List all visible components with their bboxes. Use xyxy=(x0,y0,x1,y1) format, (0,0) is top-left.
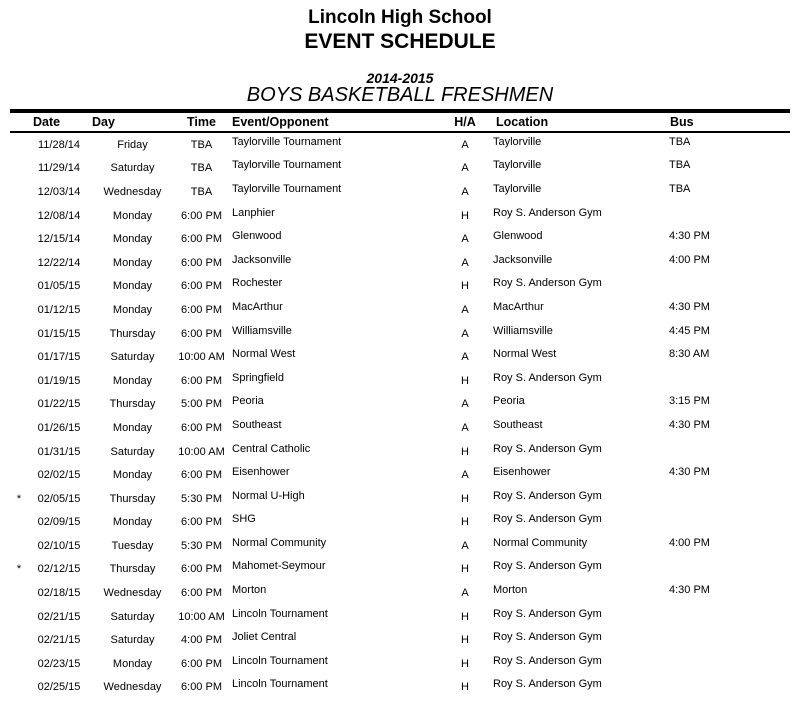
cell-day: Friday xyxy=(117,138,148,151)
table-row xyxy=(10,251,790,275)
cell-date: 01/19/15 xyxy=(37,374,81,387)
table-row xyxy=(10,298,790,322)
cell-ha: A xyxy=(461,398,469,411)
cell-location: Taylorville xyxy=(493,135,542,148)
cell-location: Roy S. Anderson Gym xyxy=(493,513,602,526)
table-row xyxy=(10,345,790,369)
column-header-event: Event/Opponent xyxy=(232,115,329,129)
cell-ha: A xyxy=(461,256,469,269)
cell-event: Central Catholic xyxy=(232,442,311,455)
cell-location: Roy S. Anderson Gym xyxy=(493,560,602,573)
cell-ha: H xyxy=(461,280,469,293)
cell-location: Taylorville xyxy=(493,159,542,172)
table-row xyxy=(10,180,790,204)
cell-time: 10:00 AM xyxy=(178,351,225,364)
cell-event: Lincoln Tournament xyxy=(232,654,328,667)
cell-ha: A xyxy=(461,587,469,600)
cell-location: Roy S. Anderson Gym xyxy=(493,277,602,290)
cell-day: Monday xyxy=(112,303,153,316)
table-row xyxy=(10,605,790,629)
cell-date: 02/09/15 xyxy=(37,516,81,529)
cell-time: 6:00 PM xyxy=(181,563,222,576)
cell-time: 6:00 PM xyxy=(181,421,222,434)
cell-event: Normal U-High xyxy=(232,489,305,502)
cell-date: 12/22/14 xyxy=(37,256,81,269)
cell-time: TBA xyxy=(190,185,213,198)
cell-location: MacArthur xyxy=(493,300,544,313)
cell-ha: H xyxy=(461,563,469,576)
cell-ha: H xyxy=(461,209,469,222)
cell-day: Saturday xyxy=(110,445,155,458)
cell-day: Thursday xyxy=(109,563,156,576)
table-row xyxy=(10,369,790,393)
cell-time: 6:00 PM xyxy=(181,681,222,694)
table-row xyxy=(10,393,790,417)
cell-ha: H xyxy=(461,492,469,505)
cell-event: Southeast xyxy=(232,418,282,431)
cell-location: Roy S. Anderson Gym xyxy=(493,654,602,667)
cell-day: Tuesday xyxy=(111,539,154,552)
table-row xyxy=(10,558,790,582)
cell-time: 5:00 PM xyxy=(181,398,222,411)
cell-location: Eisenhower xyxy=(493,466,551,479)
school-name: Lincoln High School xyxy=(308,7,492,28)
cell-location: Jacksonville xyxy=(493,253,553,266)
cell-ha: A xyxy=(461,303,469,316)
cell-day: Monday xyxy=(112,280,153,293)
cell-day: Thursday xyxy=(109,327,156,340)
cell-ha: A xyxy=(461,539,469,552)
cell-event: Williamsville xyxy=(232,324,292,337)
table-row xyxy=(10,511,790,535)
cell-bus: TBA xyxy=(669,182,691,195)
cell-day: Monday xyxy=(112,256,153,269)
cell-event: Rochester xyxy=(232,277,283,290)
cell-bus: 4:45 PM xyxy=(669,324,710,337)
cell-location: Roy S. Anderson Gym xyxy=(493,607,602,620)
cell-ha: H xyxy=(461,610,469,623)
cell-location: Roy S. Anderson Gym xyxy=(493,489,602,502)
table-header-row xyxy=(10,109,790,133)
cell-date: 02/05/15 xyxy=(37,492,81,505)
cell-date: 12/15/14 xyxy=(37,233,81,246)
cell-day: Monday xyxy=(112,657,153,670)
table-row xyxy=(10,440,790,464)
cell-ha: A xyxy=(461,469,469,482)
schedule-table xyxy=(10,109,790,699)
cell-event: Mahomet-Seymour xyxy=(232,560,326,573)
cell-ha: H xyxy=(461,516,469,529)
cell-date: 02/21/15 xyxy=(37,610,81,623)
cell-bus: 4:00 PM xyxy=(669,536,710,549)
cell-location: Williamsville xyxy=(493,324,553,337)
table-row xyxy=(10,275,790,299)
cell-ha: A xyxy=(461,185,469,198)
cell-ha: H xyxy=(461,681,469,694)
cell-day: Saturday xyxy=(110,162,155,175)
cell-location: Southeast xyxy=(493,418,543,431)
cell-event: Morton xyxy=(232,584,267,597)
cell-bus: 4:30 PM xyxy=(669,230,710,243)
cell-location: Peoria xyxy=(493,395,525,408)
cell-event: Normal Community xyxy=(232,536,327,549)
cell-time: 6:00 PM xyxy=(181,233,222,246)
row-footnote-marker: * xyxy=(16,492,22,505)
cell-event: Lincoln Tournament xyxy=(232,678,328,691)
cell-time: 6:00 PM xyxy=(181,280,222,293)
table-row xyxy=(10,676,790,700)
cell-date: 12/08/14 xyxy=(37,209,81,222)
cell-event: MacArthur xyxy=(232,300,283,313)
column-header-date: Date xyxy=(33,115,61,129)
cell-ha: A xyxy=(461,162,469,175)
cell-date: 01/31/15 xyxy=(37,445,81,458)
cell-location: Morton xyxy=(493,584,528,597)
cell-event: Lanphier xyxy=(232,206,275,219)
cell-time: TBA xyxy=(190,162,213,175)
table-row xyxy=(10,157,790,181)
cell-bus: 4:30 PM xyxy=(669,584,710,597)
cell-day: Monday xyxy=(112,516,153,529)
table-row xyxy=(10,487,790,511)
cell-time: 10:00 AM xyxy=(178,610,225,623)
cell-location: Roy S. Anderson Gym xyxy=(493,631,602,644)
cell-ha: A xyxy=(461,138,469,151)
table-row xyxy=(10,322,790,346)
table-row xyxy=(10,416,790,440)
cell-day: Monday xyxy=(112,374,153,387)
cell-bus: 4:30 PM xyxy=(669,300,710,313)
cell-time: 6:00 PM xyxy=(181,327,222,340)
cell-event: Peoria xyxy=(232,395,264,408)
cell-date: 01/12/15 xyxy=(37,303,81,316)
cell-date: 11/28/14 xyxy=(37,138,80,151)
cell-location: Taylorville xyxy=(493,182,542,195)
column-header-day: Day xyxy=(92,115,115,129)
cell-time: 6:00 PM xyxy=(181,657,222,670)
cell-date: 02/23/15 xyxy=(37,657,81,670)
column-header-ha: H/A xyxy=(454,115,476,129)
cell-time: 6:00 PM xyxy=(181,469,222,482)
cell-time: 5:30 PM xyxy=(181,492,222,505)
cell-date: 02/21/15 xyxy=(37,634,81,647)
table-row xyxy=(10,227,790,251)
cell-date: 12/03/14 xyxy=(37,185,81,198)
cell-day: Monday xyxy=(112,469,153,482)
cell-day: Wednesday xyxy=(103,185,162,198)
cell-bus: 4:30 PM xyxy=(669,466,710,479)
cell-date: 02/18/15 xyxy=(37,587,81,600)
cell-ha: A xyxy=(461,233,469,246)
team-label: BOYS BASKETBALL FRESHMEN xyxy=(246,84,554,106)
cell-day: Thursday xyxy=(109,398,156,411)
cell-event: Taylorville Tournament xyxy=(232,182,342,195)
cell-event: Taylorville Tournament xyxy=(232,159,342,172)
cell-location: Roy S. Anderson Gym xyxy=(493,442,602,455)
cell-bus: 4:30 PM xyxy=(669,418,710,431)
cell-time: 6:00 PM xyxy=(181,374,222,387)
cell-event: Lincoln Tournament xyxy=(232,607,328,620)
table-row xyxy=(10,652,790,676)
cell-ha: H xyxy=(461,634,469,647)
cell-bus: 4:00 PM xyxy=(669,253,710,266)
cell-event: Glenwood xyxy=(232,230,282,243)
cell-location: Roy S. Anderson Gym xyxy=(493,371,602,384)
cell-location: Roy S. Anderson Gym xyxy=(493,678,602,691)
cell-date: 01/26/15 xyxy=(37,421,81,434)
cell-time: 6:00 PM xyxy=(181,256,222,269)
column-header-location: Location xyxy=(496,115,549,129)
cell-location: Roy S. Anderson Gym xyxy=(493,206,602,219)
cell-date: 02/10/15 xyxy=(37,539,81,552)
cell-time: 4:00 PM xyxy=(181,634,222,647)
cell-date: 01/22/15 xyxy=(37,398,81,411)
column-header-bus: Bus xyxy=(670,115,694,129)
cell-time: 10:00 AM xyxy=(178,445,225,458)
table-body xyxy=(10,133,790,699)
cell-time: TBA xyxy=(190,138,213,151)
cell-bus: TBA xyxy=(669,135,691,148)
cell-event: SHG xyxy=(232,513,256,526)
cell-time: 6:00 PM xyxy=(181,516,222,529)
cell-time: 6:00 PM xyxy=(181,209,222,222)
title-block xyxy=(0,6,800,105)
table-row xyxy=(10,628,790,652)
cell-time: 5:30 PM xyxy=(181,539,222,552)
cell-date: 01/15/15 xyxy=(37,327,81,340)
page-title: EVENT SCHEDULE xyxy=(304,30,496,53)
cell-day: Monday xyxy=(112,209,153,222)
cell-day: Saturday xyxy=(110,634,155,647)
cell-event: Normal West xyxy=(232,348,296,361)
cell-bus: TBA xyxy=(669,159,691,172)
cell-date: 01/17/15 xyxy=(37,351,81,364)
cell-day: Saturday xyxy=(110,610,155,623)
column-header-time: Time xyxy=(187,115,216,129)
cell-day: Monday xyxy=(112,421,153,434)
cell-day: Monday xyxy=(112,233,153,246)
cell-ha: H xyxy=(461,445,469,458)
cell-date: 02/25/15 xyxy=(37,681,81,694)
season-label: 2014-2015 xyxy=(366,70,434,86)
cell-time: 6:00 PM xyxy=(181,303,222,316)
table-row xyxy=(10,581,790,605)
cell-day: Wednesday xyxy=(103,681,162,694)
cell-date: 02/02/15 xyxy=(37,469,81,482)
cell-event: Joliet Central xyxy=(232,631,297,644)
row-footnote-marker: * xyxy=(16,563,22,576)
cell-date: 01/05/15 xyxy=(37,280,81,293)
table-row xyxy=(10,204,790,228)
cell-date: 11/29/14 xyxy=(37,162,80,175)
table-row xyxy=(10,133,790,157)
cell-ha: A xyxy=(461,421,469,434)
cell-event: Eisenhower xyxy=(232,466,290,479)
cell-event: Taylorville Tournament xyxy=(232,135,342,148)
cell-ha: A xyxy=(461,327,469,340)
cell-ha: A xyxy=(461,351,469,364)
cell-location: Glenwood xyxy=(493,230,543,243)
cell-day: Saturday xyxy=(110,351,155,364)
cell-ha: H xyxy=(461,657,469,670)
cell-event: Springfield xyxy=(232,371,284,384)
table-row xyxy=(10,534,790,558)
cell-bus: 8:30 AM xyxy=(669,348,710,361)
table-row xyxy=(10,463,790,487)
cell-event: Jacksonville xyxy=(232,253,292,266)
cell-time: 6:00 PM xyxy=(181,587,222,600)
cell-day: Wednesday xyxy=(103,587,162,600)
cell-ha: H xyxy=(461,374,469,387)
cell-bus: 3:15 PM xyxy=(669,395,710,408)
cell-location: Normal West xyxy=(493,348,557,361)
cell-day: Thursday xyxy=(109,492,156,505)
cell-date: 02/12/15 xyxy=(37,563,81,576)
cell-location: Normal Community xyxy=(493,536,588,549)
